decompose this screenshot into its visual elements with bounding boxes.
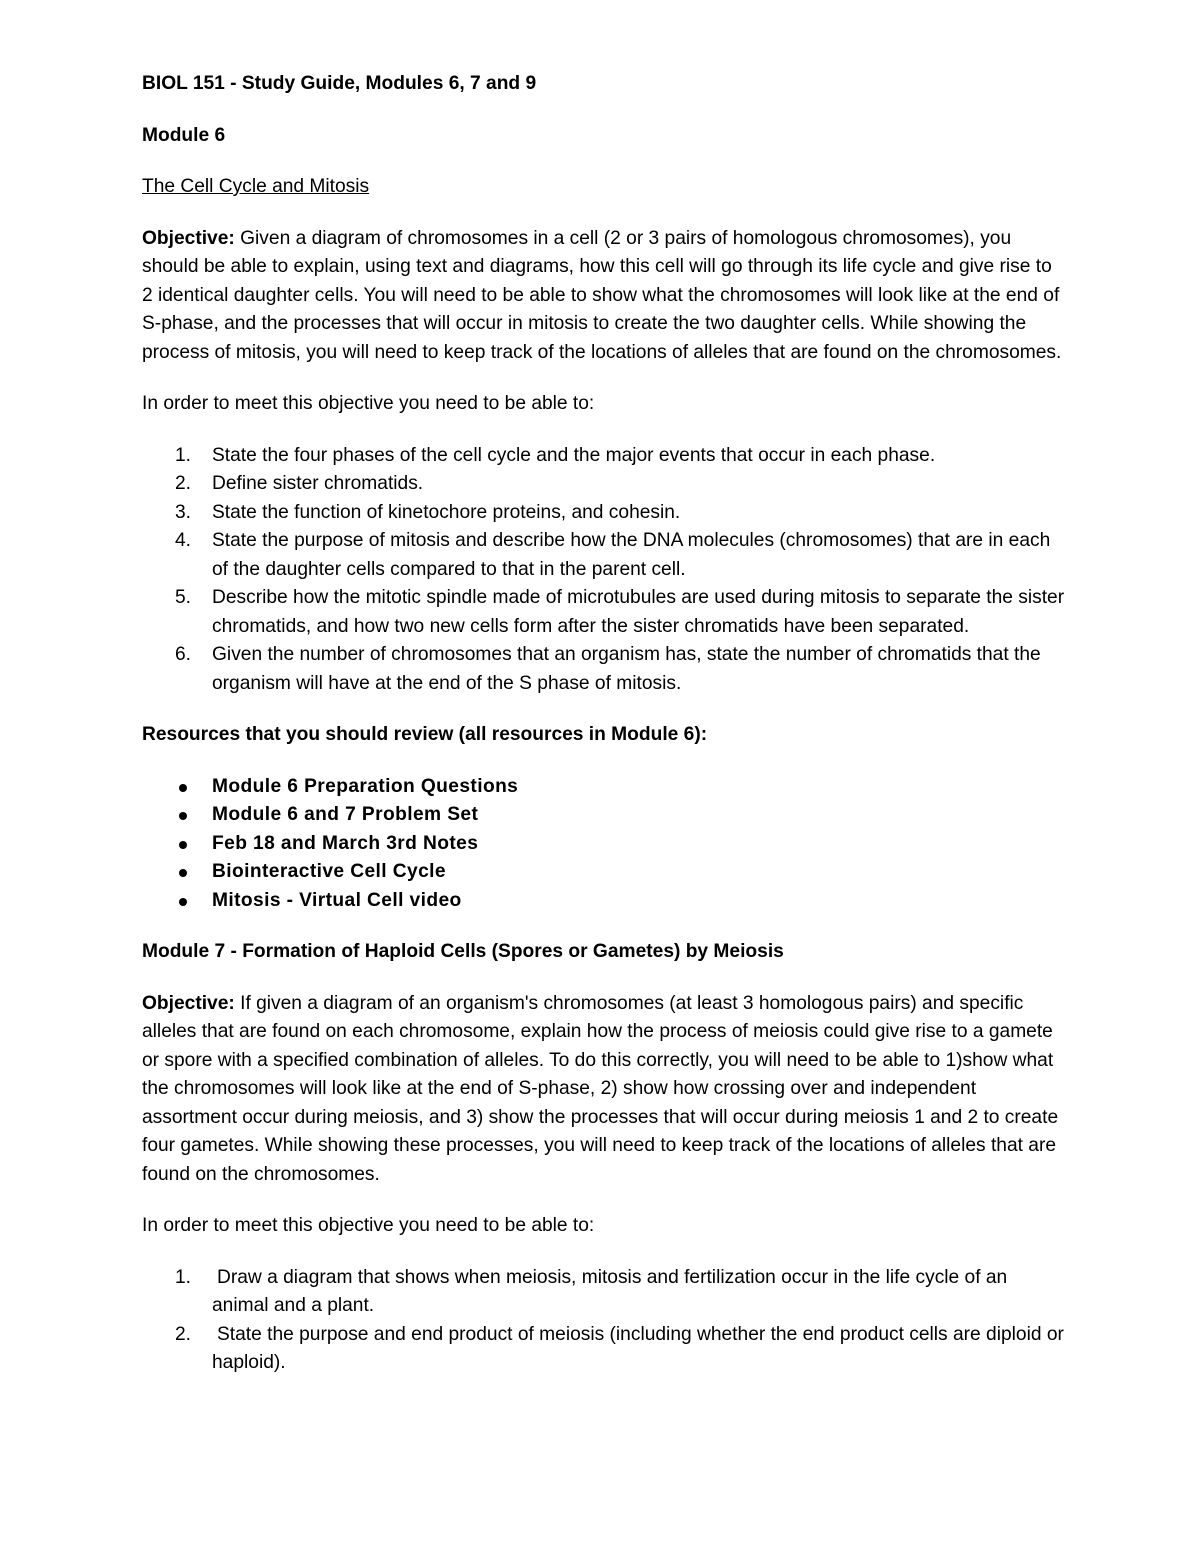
bullet-icon xyxy=(179,841,187,849)
module7-objective xyxy=(142,990,1067,1190)
module6-subheading: The Cell Cycle and Mitosis xyxy=(142,176,370,197)
list-item: 2. Define sister chromatids. xyxy=(175,473,424,494)
list-item: 3. State the function of kinetochore proteins, and cohesin. xyxy=(175,501,681,523)
resource-item: Module 6 and 7 Problem Set xyxy=(142,801,1067,830)
document-title: BIOL 151 - Study Guide, Modules 6, 7 and 9 xyxy=(142,73,537,94)
resource-item: Mitosis - Virtual Cell video xyxy=(142,887,1067,916)
resource-item: Feb 18 and March 3rd Notes xyxy=(142,830,1067,859)
objective-text: Given a diagram of chromosomes in a cell (2 or 3 pairs of homologous chromosomes), you should be able to explain, using text and diagrams, how this cell will go through its life cycle and give rise to 2 identical daughter cells. You will need to be able to show what the chromosomes will look like at the end of S-phase, and the processes that will occur in mitosis to create the two daughter cells. While showing the process of mitosis, you will need to keep track of the locations of alleles that are found on the chromosomes. xyxy=(142,227,1062,363)
module7-objectives-list xyxy=(142,1264,1067,1378)
list-item: 1. State the four phases of the cell cycle and the major events that occur in each phase. xyxy=(175,444,936,466)
resource-item: Biointeractive Cell Cycle xyxy=(142,858,1067,887)
resources-list xyxy=(142,773,1067,916)
list-item: 1. Draw a diagram that shows when meiosis, mitosis and fertilization occur in the life cycle of an animal and a plant. xyxy=(175,1266,1008,1316)
module6-heading: Module 6 xyxy=(142,124,226,146)
objective-label: Objective: xyxy=(142,992,235,1014)
bullet-icon xyxy=(179,869,187,877)
module6-objectives-list xyxy=(142,442,1067,699)
bullet-icon xyxy=(179,784,187,792)
objective-label: Objective: xyxy=(142,227,235,249)
list-item: 5. Describe how the mitotic spindle made of microtubules are used during mitosis to separate the sister chromatids, and how two new cells form after the sister chromatids have been separated. xyxy=(175,587,1065,637)
module7-intro: In order to meet this objective you need to be able to: xyxy=(142,1215,595,1236)
list-item: 6. Given the number of chromosomes that an organism has, state the number of chromatids that the organism will have at the end of the S phase of mitosis. xyxy=(175,644,1041,694)
module7-heading: Module 7 - Formation of Haploid Cells (Spores or Gametes) by Meiosis xyxy=(142,941,784,962)
bullet-icon xyxy=(179,898,187,906)
module6-objective xyxy=(142,225,1067,368)
list-item: 2. State the purpose and end product of meiosis (including whether the end product cells are diploid or haploid). xyxy=(175,1323,1064,1373)
list-item: 4. State the purpose of mitosis and describe how the DNA molecules (chromosomes) that are in each of the daughter cells compared to that in the parent cell. xyxy=(175,530,1051,580)
resource-item: Module 6 Preparation Questions xyxy=(142,773,1067,802)
resources-heading: Resources that you should review (all resources in Module 6): xyxy=(142,724,708,745)
document-page xyxy=(142,70,1067,1378)
objective-text: If given a diagram of an organism's chromosomes (at least 3 homologous pairs) and specific alleles that are found on each chromosome, explain how the process of meiosis could give rise to a gamete or spore with a specified combination of alleles. To do this correctly, you will need to be able to 1)show what the chromosomes will look like at the end of S-phase, 2) show how crossing over and independent assortment occur during meiosis, and 3) show the processes that will occur during meiosis 1 and 2 to create four gametes. While showing these processes, you will need to keep track of the locations of alleles that are found on the chromosomes. xyxy=(142,992,1059,1185)
module6-intro: In order to meet this objective you need to be able to: xyxy=(142,393,595,414)
bullet-icon xyxy=(179,812,187,820)
